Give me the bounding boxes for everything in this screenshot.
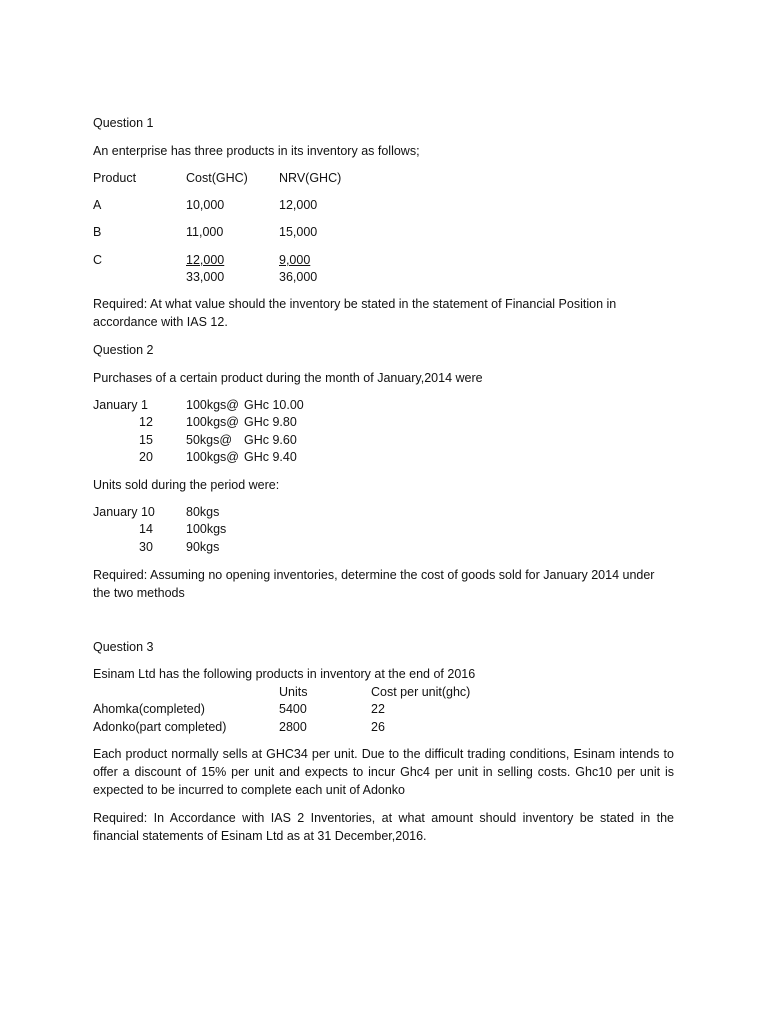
purchase-qty: 100kgs@	[186, 450, 239, 464]
purchase-qty: 50kgs@	[186, 433, 233, 447]
q3-row-units: 2800	[279, 720, 307, 734]
q1-row-nrv: 15,000	[279, 225, 318, 239]
question-3-heading: Question 3	[93, 640, 154, 654]
q1-row-product: C	[93, 253, 103, 267]
q1-row-cost: 12,000	[186, 253, 225, 267]
q3-required: Required: In Accordance with IAS 2 Inventories, at what amount should inventory be stated in the financial statements of Esinam Ltd as at 31 December,2016.	[93, 811, 674, 843]
q3-row-cost: 22	[371, 702, 385, 716]
question-3-intro: Esinam Ltd has the following products in inventory at the end of 2016	[93, 667, 476, 681]
question-1-intro: An enterprise has three products in its inventory as follows;	[93, 144, 420, 158]
q1-header-product: Product	[93, 171, 137, 185]
q1-row-nrv: 12,000	[279, 198, 318, 212]
question-1-heading: Question 1	[93, 116, 154, 130]
q1-row-product: B	[93, 225, 102, 239]
q2-required: Required: Assuming no opening inventories, determine the cost of goods sold for January 2014 under the two methods	[93, 568, 655, 600]
purchase-price: GHc 9.60	[244, 433, 297, 447]
purchase-price: GHc 10.00	[244, 398, 304, 412]
purchase-qty: 100kgs@	[186, 415, 239, 429]
sale-date: January 10	[93, 505, 155, 519]
purchase-date: 15	[139, 433, 153, 447]
sale-qty: 90kgs	[186, 540, 220, 554]
sale-qty: 100kgs	[186, 522, 227, 536]
q1-row-cost: 11,000	[186, 225, 224, 239]
question-2-intro: Purchases of a certain product during the month of January,2014 were	[93, 371, 483, 385]
q1-total-nrv: 36,000	[279, 270, 318, 284]
purchase-date: 12	[139, 415, 153, 429]
question-2-heading: Question 2	[93, 343, 154, 357]
q1-total-cost: 33,000	[186, 270, 225, 284]
q3-header-units: Units	[279, 685, 308, 699]
q1-row-cost: 10,000	[186, 198, 225, 212]
q3-header-cost: Cost per unit(ghc)	[371, 685, 471, 699]
purchase-date: January 1	[93, 398, 148, 412]
purchase-date: 20	[139, 450, 153, 464]
q3-row-cost: 26	[371, 720, 385, 734]
q1-row-product: A	[93, 198, 102, 212]
q1-required: Required: At what value should the inventory be stated in the statement of Financial Position in accordance with IAS 12.	[93, 297, 617, 329]
q1-header-cost: Cost(GHC)	[186, 171, 248, 185]
purchase-price: GHc 9.40	[244, 450, 297, 464]
purchase-qty: 100kgs@	[186, 398, 239, 412]
q3-row-product: Adonko(part completed)	[93, 720, 227, 734]
q3-row-units: 5400	[279, 702, 307, 716]
units-sold-intro: Units sold during the period were:	[93, 478, 280, 492]
q1-row-nrv: 9,000	[279, 253, 311, 267]
q3-body: Each product normally sells at GHC34 per unit. Due to the difficult trading conditions, Esinam intends to offer a discount of 15% per unit and expects to incur Ghc4 per unit in selling costs. Ghc10 per unit is expected to be incurred to complete each unit of Adonko	[93, 747, 674, 797]
q1-header-nrv: NRV(GHC)	[279, 171, 342, 185]
sale-date: 14	[139, 522, 153, 536]
sale-date: 30	[139, 540, 153, 554]
q3-row-product: Ahomka(completed)	[93, 702, 205, 716]
purchase-price: GHc 9.80	[244, 415, 297, 429]
sale-qty: 80kgs	[186, 505, 220, 519]
